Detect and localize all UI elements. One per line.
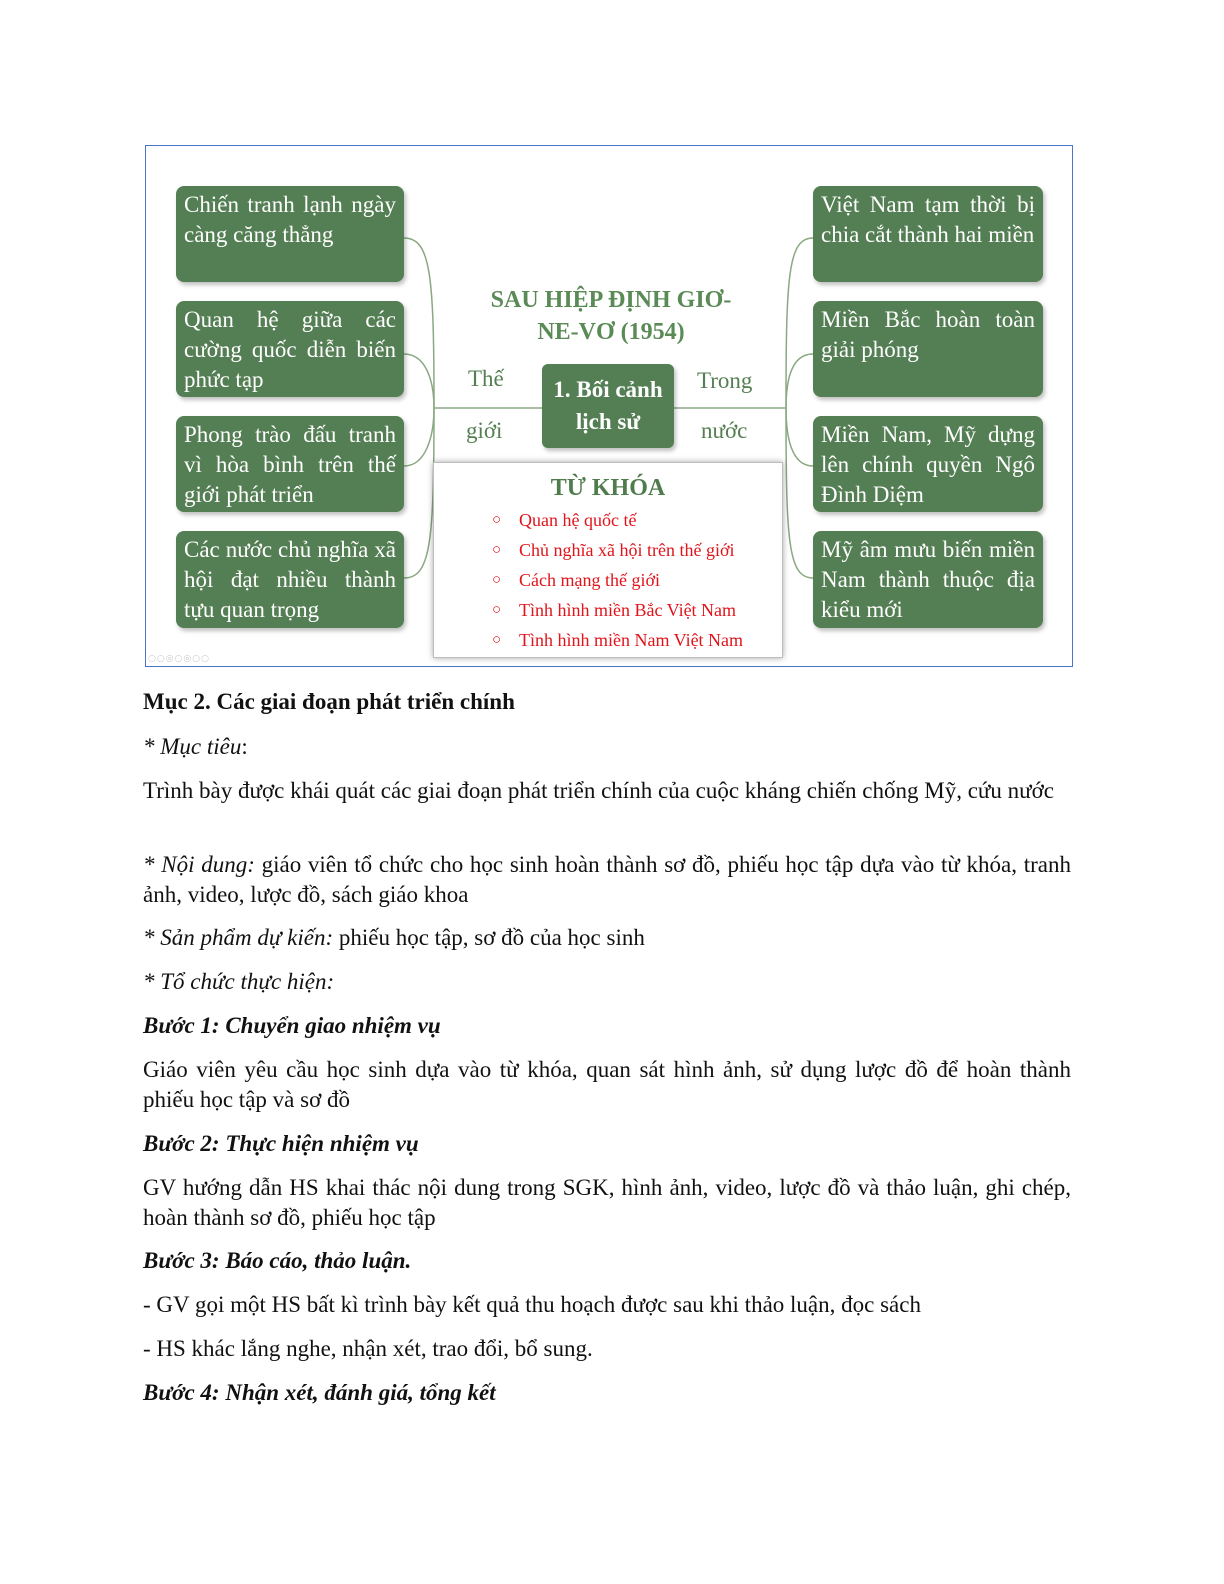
keywords-list bbox=[492, 505, 743, 655]
branch-label-world-1: Thế bbox=[468, 366, 504, 391]
right-box-north-liberated: Miền Bắc hoàn toàn giải phóng bbox=[813, 301, 1043, 397]
step4-title: Bước 4: Nhận xét, đánh giá, tổng kết bbox=[143, 1380, 496, 1405]
branch-label-domestic-2: nước bbox=[701, 418, 748, 443]
center-node bbox=[542, 364, 674, 448]
center-node-line2: lịch sử bbox=[575, 409, 641, 434]
section-heading: Mục 2. Các giai đoạn phát triển chính bbox=[143, 689, 515, 714]
center-node-line1: 1. Bối cảnh bbox=[553, 377, 663, 402]
right-box-vietnam-divided: Việt Nam tạm thời bị chia cắt thành hai miền bbox=[813, 186, 1043, 282]
step3-line2: - HS khác lắng nghe, nhận xét, trao đổi, bổ sung. bbox=[143, 1336, 593, 1361]
keyword-item: ○ Chủ nghĩa xã hội trên thế giới bbox=[492, 535, 743, 565]
step3-line1: - GV gọi một HS bất kì trình bày kết quả thu hoạch được sau khi thảo luận, đọc sách bbox=[143, 1292, 921, 1317]
left-box-peace-movement: Phong trào đấu tranh vì hòa bình trên thế giới phát triển bbox=[176, 416, 404, 512]
right-box-neocolony: Mỹ âm mưu biến miền Nam thành thuộc địa kiểu mới bbox=[813, 531, 1043, 628]
circle-bullet-icon: ○ bbox=[492, 602, 502, 618]
step1-text: Giáo viên yêu cầu học sinh dựa vào từ khóa, quan sát hình ảnh, sử dụng lược đồ để hoàn thành phiếu học tập và sơ đồ bbox=[143, 1057, 1071, 1112]
step2-text: GV hướng dẫn HS khai thác nội dung trong SGK, hình ảnh, video, lược đồ và thảo luận, ghi chép, hoàn thành sơ đồ, phiếu học tập bbox=[143, 1175, 1071, 1230]
keyword-item: ○ Cách mạng thế giới bbox=[492, 565, 743, 595]
circle-bullet-icon: ○ bbox=[492, 632, 502, 648]
mindmap-title-line1: SAU HIỆP ĐỊNH GIƠ- bbox=[490, 287, 732, 313]
left-box-cold-war: Chiến tranh lạnh ngày càng căng thẳng bbox=[176, 186, 404, 282]
keyword-item: ○ Tình hình miền Nam Việt Nam bbox=[492, 625, 743, 655]
product-text: phiếu học tập, sơ đồ của học sinh bbox=[333, 925, 645, 950]
product-paragraph bbox=[143, 923, 1071, 953]
right-box-south-diem: Miền Nam, Mỹ dựng lên chính quyền Ngô Đình Diệm bbox=[813, 416, 1043, 512]
keywords-box bbox=[433, 462, 783, 658]
left-box-socialist-achievements: Các nước chủ nghĩa xã hội đạt nhiều thành tựu quan trọng bbox=[176, 531, 404, 628]
circle-bullet-icon: ○ bbox=[492, 512, 502, 528]
keyword-item: ○ Tình hình miền Bắc Việt Nam bbox=[492, 595, 743, 625]
objective-text: Trình bày được khái quát các giai đoạn phát triển chính của cuộc kháng chiến chống Mỹ, cứu nước bbox=[143, 778, 1054, 803]
product-label: * Sản phẩm dự kiến: bbox=[143, 925, 334, 950]
branch-label-world-2: giới bbox=[466, 418, 503, 443]
toolbar-icons: ○○◎○◎○○ bbox=[148, 654, 210, 664]
content-label: * Nội dung: bbox=[143, 852, 255, 877]
circle-bullet-icon: ○ bbox=[492, 542, 502, 558]
content-paragraph bbox=[143, 850, 1071, 910]
objective-label: * Mục tiêu: bbox=[143, 734, 248, 759]
mindmap-title bbox=[466, 284, 756, 348]
organize-label: * Tổ chức thực hiện: bbox=[143, 969, 335, 994]
content-text: giáo viên tổ chức cho học sinh hoàn thành sơ đồ, phiếu học tập dựa vào từ khóa, tranh ảnh, video, lược đồ, sách giáo khoa bbox=[143, 852, 1072, 907]
circle-bullet-icon: ○ bbox=[492, 572, 502, 588]
branch-label-domestic-1: Trong bbox=[697, 368, 753, 393]
keyword-item: ○ Quan hệ quốc tế bbox=[492, 505, 743, 535]
mindmap-figure bbox=[145, 145, 1073, 667]
step3-title: Bước 3: Báo cáo, thảo luận. bbox=[143, 1248, 412, 1273]
mindmap-title-line2: NE-VƠ (1954) bbox=[537, 319, 685, 345]
step1-title: Bước 1: Chuyển giao nhiệm vụ bbox=[143, 1013, 441, 1038]
left-box-great-powers: Quan hệ giữa các cường quốc diễn biến phức tạp bbox=[176, 301, 404, 397]
keywords-title: TỪ KHÓA bbox=[550, 475, 666, 501]
step2-title: Bước 2: Thực hiện nhiệm vụ bbox=[143, 1131, 419, 1156]
